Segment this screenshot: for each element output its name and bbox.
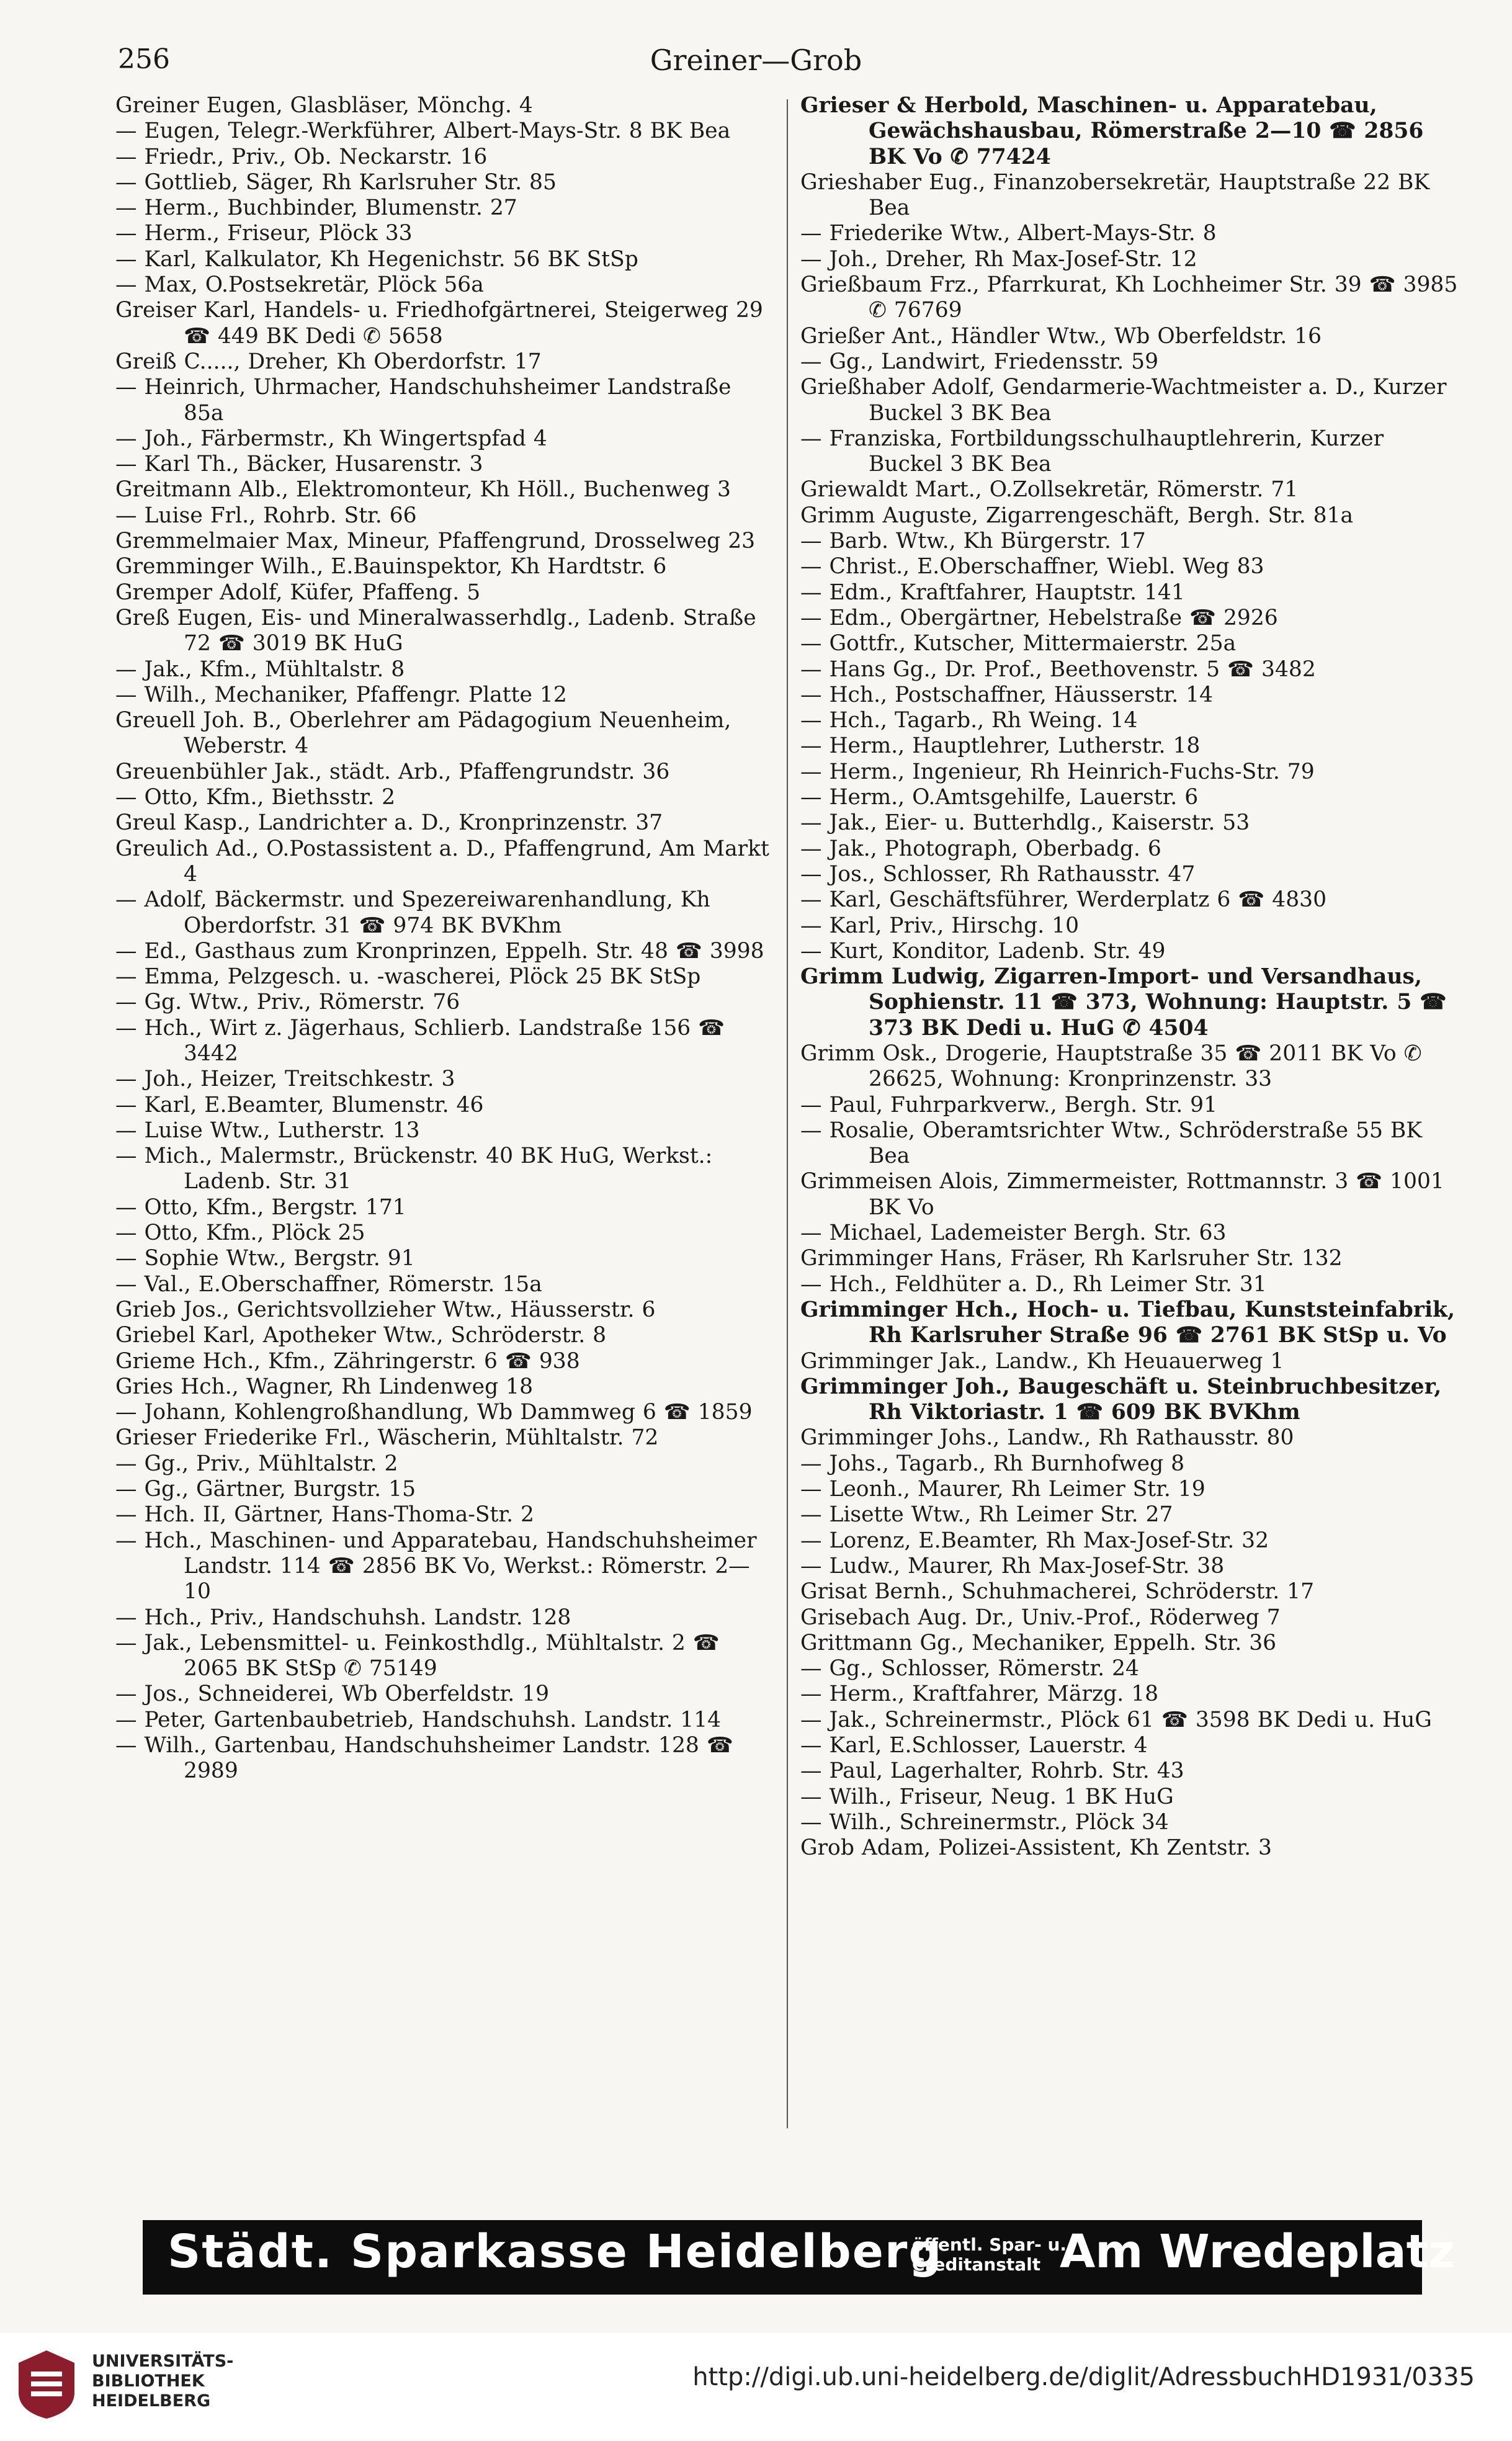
directory-entry: Grieme Hch., Kfm., Zähringerstr. 6 ☎ 938 — [115, 1348, 580, 1374]
directory-entry: — Jak., Eier- u. Butterhdlg., Kaiserstr. 53 — [800, 810, 1250, 836]
directory-entry: — Herm., Kraftfahrer, Märzg. 18 — [800, 1682, 1159, 1707]
directory-entry: — Karl, Kalkulator, Kh Hegenichstr. 56 BK StSp — [115, 246, 638, 272]
source-url[interactable]: http://digi.ub.uni-heidelberg.de/diglit/AdressbuchHD1931/0335 — [692, 2363, 1475, 2391]
directory-entry: — Hch., Maschinen- und Apparatebau, Handschuhsheimer Landstr. 114 ☎ 2856 BK Vo, Werkst.: Römerstr. 2—10 — [115, 1528, 757, 1605]
advertisement-subtitle — [912, 2235, 1067, 2275]
directory-entry: Grieser Friederike Frl., Wäscherin, Mühltalstr. 72 — [115, 1425, 659, 1451]
directory-entry: — Hch., Wirt z. Jägerhaus, Schlierb. Landstraße 156 ☎ 3442 — [115, 1015, 725, 1066]
directory-entry: — Kurt, Konditor, Ladenb. Str. 49 — [800, 938, 1166, 964]
directory-entry: — Peter, Gartenbaubetrieb, Handschuhsh. Landstr. 114 — [115, 1707, 722, 1732]
directory-entry: — Sophie Wtw., Bergstr. 91 — [115, 1246, 415, 1271]
directory-entry: — Hch., Feldhüter a. D., Rh Leimer Str. 31 — [800, 1271, 1267, 1297]
directory-entry: Gremmelmaier Max, Mineur, Pfaffengrund, Drosselweg 23 — [115, 529, 756, 554]
directory-entry: Grimminger Jak., Landw., Kh Heuauerweg 1 — [800, 1348, 1284, 1374]
directory-entry: — Edm., Obergärtner, Hebelstraße ☎ 2926 — [800, 605, 1278, 630]
directory-entry: — Herm., Friseur, Plöck 33 — [115, 221, 413, 246]
directory-entry: — Lorenz, E.Beamter, Rh Max-Josef-Str. 32 — [800, 1528, 1269, 1553]
directory-entry: Grimminger Johs., Landw., Rh Rathausstr. 80 — [800, 1425, 1294, 1451]
directory-entry: Grimminger Hch., Hoch- u. Tiefbau, Kunststeinfabrik, Rh Karlsruher Straße 96 ☎ 2761 BK StSp u. Vo — [800, 1297, 1455, 1348]
directory-entry: — Hans Gg., Dr. Prof., Beethovenstr. 5 ☎ 3482 — [800, 656, 1316, 682]
directory-entry: Greulich Ad., O.Postassistent a. D., Pfaffengrund, Am Markt 4 — [115, 836, 769, 887]
directory-entry: — Jos., Schneiderei, Wb Oberfeldstr. 19 — [115, 1682, 550, 1707]
directory-entry: — Herm., Ingenieur, Rh Heinrich-Fuchs-Str. 79 — [800, 759, 1315, 784]
directory-entry: — Edm., Kraftfahrer, Hauptstr. 141 — [800, 580, 1185, 605]
directory-entry: — Gottfr., Kutscher, Mittermaierstr. 25a — [800, 631, 1237, 656]
directory-entry: Greuell Joh. B., Oberlehrer am Pädagogium Neuenheim, Weberstr. 4 — [115, 708, 731, 759]
directory-entry: — Hch., Tagarb., Rh Weing. 14 — [800, 708, 1138, 733]
directory-entry: — Karl, E.Beamter, Blumenstr. 46 — [115, 1092, 484, 1117]
directory-entry: Gries Hch., Wagner, Rh Lindenweg 18 — [115, 1374, 534, 1399]
directory-columns — [115, 93, 1465, 2134]
directory-entry: — Michael, Lademeister Bergh. Str. 63 — [800, 1220, 1227, 1246]
directory-entry: — Rosalie, Oberamtsrichter Wtw., Schröderstraße 55 BK Bea — [800, 1117, 1422, 1169]
directory-entry: Grießer Ant., Händler Wtw., Wb Oberfeldstr. 16 — [800, 323, 1322, 349]
directory-entry: — Heinrich, Uhrmacher, Handschuhsheimer Landstraße 85a — [115, 375, 731, 426]
directory-entry: Greul Kasp., Landrichter a. D., Kronprinzenstr. 37 — [115, 810, 663, 836]
library-name-line3: HEIDELBERG — [92, 2391, 211, 2411]
directory-entry: — Otto, Kfm., Plöck 25 — [115, 1220, 365, 1246]
directory-entry: Grimminger Hans, Fräser, Rh Karlsruher Str. 132 — [800, 1246, 1343, 1271]
directory-entry: Greiser Karl, Handels- u. Friedhofgärtnerei, Steigerweg 29 ☎ 449 BK Dedi ✆ 5658 — [115, 298, 763, 349]
directory-entry: — Eugen, Telegr.-Werkführer, Albert-Mays-Str. 8 BK Bea — [115, 119, 731, 144]
sparkasse-advertisement — [143, 2220, 1456, 2295]
directory-entry: Griebel Karl, Apotheker Wtw., Schröderstr. 8 — [115, 1323, 607, 1348]
page-title: Greiner—Grob — [650, 43, 862, 77]
directory-entry: — Leonh., Maurer, Rh Leimer Str. 19 — [800, 1477, 1206, 1502]
directory-entry: Grimmeisen Alois, Zimmermeister, Rottmannstr. 3 ☎ 1001 BK Vo — [800, 1169, 1444, 1220]
directory-entry: — Ed., Gasthaus zum Kronprinzen, Eppelh. Str. 48 ☎ 3998 — [115, 938, 764, 964]
directory-entry: — Emma, Pelzgesch. u. -wascherei, Plöck 25 BK StSp — [115, 964, 701, 990]
directory-entry: — Karl, E.Schlosser, Lauerstr. 4 — [800, 1733, 1148, 1758]
directory-entry: Grieshaber Eug., Finanzobersekretär, Hauptstraße 22 BK Bea — [800, 169, 1430, 221]
directory-entry: Greß Eugen, Eis- und Mineralwasserhdlg., Ladenb. Straße 72 ☎ 3019 BK HuG — [115, 605, 756, 656]
directory-entry: — Franziska, Fortbildungsschulhauptlehrerin, Kurzer Buckel 3 BK Bea — [800, 426, 1384, 477]
advertisement-subtitle-line2: Creditanstalt — [912, 2254, 1041, 2275]
directory-entry: — Hch., Postschaffner, Häusserstr. 14 — [800, 682, 1214, 707]
directory-entry: — Barb. Wtw., Kh Bürgerstr. 17 — [800, 529, 1146, 554]
university-library-logo-icon — [12, 2347, 81, 2421]
directory-entry: — Lisette Wtw., Rh Leimer Str. 27 — [800, 1502, 1173, 1528]
directory-entry: — Joh., Dreher, Rh Max-Josef-Str. 12 — [800, 246, 1197, 272]
advertisement-subtitle-line1: öffentl. Spar- u. — [912, 2234, 1067, 2255]
directory-entry: Grimm Auguste, Zigarrengeschäft, Bergh. Str. 81a — [800, 503, 1354, 528]
directory-entry: — Otto, Kfm., Bergstr. 171 — [115, 1194, 406, 1220]
directory-entry: — Gg. Wtw., Priv., Römerstr. 76 — [115, 990, 460, 1015]
directory-entry: Grieb Jos., Gerichtsvollzieher Wtw., Häusserstr. 6 — [115, 1297, 656, 1322]
directory-entry: Grisebach Aug. Dr., Univ.-Prof., Röderweg 7 — [800, 1605, 1281, 1630]
page-number: 256 — [118, 43, 170, 75]
directory-entry: — Otto, Kfm., Biethsstr. 2 — [115, 785, 396, 810]
directory-entry: Greiner Eugen, Glasbläser, Mönchg. 4 — [115, 93, 533, 118]
directory-entry: — Max, O.Postsekretär, Plöck 56a — [115, 272, 484, 298]
directory-entry: — Karl, Geschäftsführer, Werderplatz 6 ☎ 4830 — [800, 887, 1327, 913]
directory-entry: — Jak., Kfm., Mühltalstr. 8 — [115, 656, 405, 682]
advertisement-address: Am Wredeplatz — [1060, 2225, 1456, 2278]
directory-entry: — Herm., O.Amtsgehilfe, Lauerstr. 6 — [800, 785, 1199, 810]
directory-entry: Grimm Ludwig, Zigarren-Import- und Versandhaus, Sophienstr. 11 ☎ 373, Wohnung: Hauptstr. 5 ☎ 373 BK Dedi u. HuG ✆ 4504 — [800, 964, 1447, 1041]
directory-entry: — Jak., Schreinermstr., Plöck 61 ☎ 3598 BK Dedi u. HuG — [800, 1707, 1432, 1732]
directory-entry: Grießhaber Adolf, Gendarmerie-Wachtmeister a. D., Kurzer Buckel 3 BK Bea — [800, 375, 1447, 426]
directory-entry: — Herm., Hauptlehrer, Lutherstr. 18 — [800, 733, 1201, 759]
directory-entry: — Wilh., Mechaniker, Pfaffengr. Platte 12 — [115, 682, 567, 707]
directory-entry: — Luise Wtw., Lutherstr. 13 — [115, 1117, 420, 1143]
directory-entry: — Gg., Priv., Mühltalstr. 2 — [115, 1451, 398, 1476]
directory-entry: Greuenbühler Jak., städt. Arb., Pfaffengrundstr. 36 — [115, 759, 670, 784]
directory-entry: Grob Adam, Polizei-Assistent, Kh Zentstr. 3 — [800, 1835, 1272, 1861]
directory-entry: — Jos., Schlosser, Rh Rathausstr. 47 — [800, 861, 1196, 887]
directory-entry: Grittmann Gg., Mechaniker, Eppelh. Str. 36 — [800, 1630, 1277, 1655]
directory-entry: Grimm Osk., Drogerie, Hauptstraße 35 ☎ 2011 BK Vo ✆ 26625, Wohnung: Kronprinzenstr. 33 — [800, 1041, 1422, 1092]
directory-entry: — Luise Frl., Rohrb. Str. 66 — [115, 503, 417, 528]
directory-entry: — Gottlieb, Säger, Rh Karlsruher Str. 85 — [115, 169, 557, 195]
library-name — [92, 2352, 233, 2411]
directory-entry: Gremminger Wilh., E.Bauinspektor, Kh Hardtstr. 6 — [115, 554, 667, 580]
library-footer — [0, 2333, 1512, 2441]
directory-entry: — Wilh., Schreinermstr., Plöck 34 — [800, 1809, 1169, 1835]
directory-entry: — Gg., Gärtner, Burgstr. 15 — [115, 1477, 416, 1502]
directory-entry: Grieser & Herbold, Maschinen- u. Apparatebau, Gewächshausbau, Römerstraße 2—10 ☎ 2856 BK Vo ✆ 77424 — [800, 93, 1424, 169]
directory-entry: — Hch. II, Gärtner, Hans-Thoma-Str. 2 — [115, 1502, 535, 1528]
directory-entry: — Christ., E.Oberschaffner, Wiebl. Weg 83 — [800, 554, 1264, 580]
directory-entry: — Hch., Priv., Handschuhsh. Landstr. 128 — [115, 1605, 571, 1630]
directory-entry: — Karl, Priv., Hirschg. 10 — [800, 913, 1080, 938]
directory-entry: — Adolf, Bäckermstr. und Spezereiwarenhandlung, Kh Oberdorfstr. 31 ☎ 974 BK BVKhm — [115, 887, 710, 938]
right-column — [800, 93, 1458, 2134]
directory-entry: Griewaldt Mart., O.Zollsekretär, Römerstr. 71 — [800, 477, 1299, 503]
directory-entry: — Ludw., Maurer, Rh Max-Josef-Str. 38 — [800, 1553, 1225, 1579]
library-name-line2: BIBLIOTHEK — [92, 2372, 205, 2391]
directory-entry: Gremper Adolf, Küfer, Pfaffeng. 5 — [115, 580, 481, 605]
directory-entry: — Paul, Fuhrparkverw., Bergh. Str. 91 — [800, 1092, 1218, 1117]
directory-entry: — Paul, Lagerhalter, Rohrb. Str. 43 — [800, 1758, 1184, 1784]
directory-entry: — Joh., Heizer, Treitschkestr. 3 — [115, 1067, 455, 1092]
library-name-line1: UNIVERSITÄTS- — [92, 2352, 234, 2371]
directory-entry: — Val., E.Oberschaffner, Römerstr. 15a — [115, 1271, 542, 1297]
directory-entry: — Gg., Schlosser, Römerstr. 24 — [800, 1656, 1139, 1682]
directory-entry: — Johann, Kohlengroßhandlung, Wb Dammweg 6 ☎ 1859 — [115, 1400, 753, 1425]
directory-entry: Grisat Bernh., Schuhmacherei, Schröderstr. 17 — [800, 1579, 1315, 1605]
directory-entry: — Karl Th., Bäcker, Husarenstr. 3 — [115, 452, 483, 477]
directory-entry: — Mich., Malermstr., Brückenstr. 40 BK HuG, Werkst.: Ladenb. Str. 31 — [115, 1144, 713, 1194]
directory-entry: — Jak., Lebensmittel- u. Feinkosthdlg., Mühltalstr. 2 ☎ 2065 BK StSp ✆ 75149 — [115, 1630, 720, 1682]
directory-entry: — Johs., Tagarb., Rh Burnhofweg 8 — [800, 1451, 1185, 1476]
column-divider — [787, 99, 788, 2128]
directory-entry: — Jak., Photograph, Oberbadg. 6 — [800, 836, 1161, 861]
directory-entry: — Friederike Wtw., Albert-Mays-Str. 8 — [800, 221, 1217, 246]
directory-entry: — Joh., Färbermstr., Kh Wingertspfad 4 — [115, 426, 547, 451]
directory-entry: Greiß C....., Dreher, Kh Oberdorfstr. 17 — [115, 349, 542, 374]
directory-entry: — Wilh., Gartenbau, Handschuhsheimer Landstr. 128 ☎ 2989 — [115, 1733, 733, 1784]
directory-entry: — Wilh., Friseur, Neug. 1 BK HuG — [800, 1784, 1174, 1809]
directory-entry: — Friedr., Priv., Ob. Neckarstr. 16 — [115, 144, 488, 169]
left-column — [115, 93, 773, 2134]
directory-entry: — Gg., Landwirt, Friedensstr. 59 — [800, 349, 1159, 374]
directory-entry: Greitmann Alb., Elektromonteur, Kh Höll., Buchenweg 3 — [115, 477, 731, 503]
directory-entry: Grimminger Joh., Baugeschäft u. Steinbruchbesitzer, Rh Viktoriastr. 1 ☎ 609 BK BVKhm — [800, 1374, 1442, 1425]
directory-entry: Grießbaum Frz., Pfarrkurat, Kh Lochheimer Str. 39 ☎ 3985 ✆ 76769 — [800, 272, 1458, 323]
directory-entry: — Herm., Buchbinder, Blumenstr. 27 — [115, 195, 517, 221]
advertisement-title: Städt. Sparkasse Heidelberg — [168, 2225, 943, 2278]
running-head — [118, 43, 1394, 81]
